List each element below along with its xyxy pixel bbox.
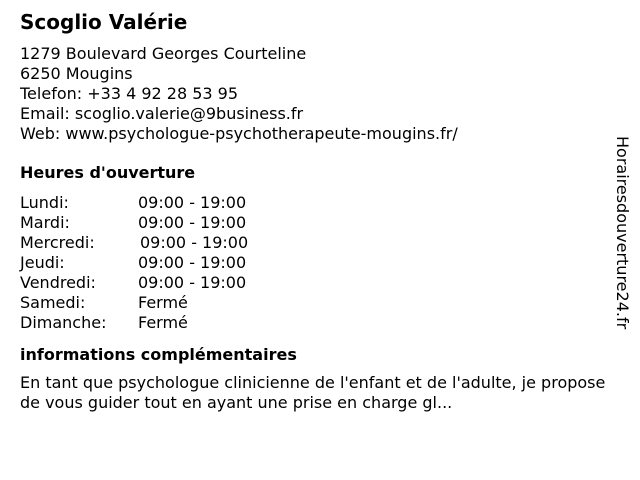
day-label: Samedi: bbox=[20, 293, 86, 312]
business-name: Scoglio Valérie bbox=[20, 10, 188, 34]
day-label: Vendredi: bbox=[20, 273, 96, 292]
time-value: Fermé bbox=[138, 313, 188, 332]
time-value: 09:00 - 19:00 bbox=[138, 193, 247, 212]
day-label: Mardi: bbox=[20, 213, 70, 232]
day-label: Dimanche: bbox=[20, 313, 107, 332]
day-label: Lundi: bbox=[20, 193, 69, 212]
day-label: Mercredi: bbox=[20, 233, 95, 252]
day-label: Jeudi: bbox=[20, 253, 65, 272]
hours-row-thursday bbox=[20, 253, 620, 273]
hours-row-wednesday bbox=[20, 233, 620, 253]
hours-row-sunday bbox=[20, 313, 620, 333]
additional-info-text: En tant que psychologue clinicienne de l'enfant et de l'adulte, je propose de vous guider tout en ayant une prise en charge gl... bbox=[20, 373, 606, 412]
opening-hours-table bbox=[20, 193, 620, 333]
time-value: Fermé bbox=[138, 293, 188, 312]
hours-row-tuesday bbox=[20, 213, 620, 233]
additional-info-title: informations complémentaires bbox=[20, 345, 297, 364]
opening-hours-title: Heures d'ouverture bbox=[20, 163, 196, 182]
phone-line: Telefon: +33 4 92 28 53 95 bbox=[20, 84, 239, 103]
city-postcode: 6250 Mougins bbox=[20, 64, 133, 83]
site-brand-watermark: Horairesdouverture24.fr bbox=[613, 136, 632, 330]
contact-block bbox=[20, 44, 620, 144]
time-value: 09:00 - 19:00 bbox=[138, 213, 247, 232]
time-value: 09:00 - 19:00 bbox=[138, 273, 247, 292]
hours-row-friday bbox=[20, 273, 620, 293]
business-card bbox=[20, 9, 620, 413]
hours-row-saturday bbox=[20, 293, 620, 313]
hours-row-monday bbox=[20, 193, 620, 213]
time-value: 09:00 - 19:00 bbox=[140, 233, 249, 252]
time-value: 09:00 - 19:00 bbox=[138, 253, 247, 272]
website-line: Web: www.psychologue-psychotherapeute-mougins.fr/ bbox=[20, 124, 458, 143]
street-address: 1279 Boulevard Georges Courteline bbox=[20, 44, 307, 63]
email-line: Email: scoglio.valerie@9business.fr bbox=[20, 104, 304, 123]
